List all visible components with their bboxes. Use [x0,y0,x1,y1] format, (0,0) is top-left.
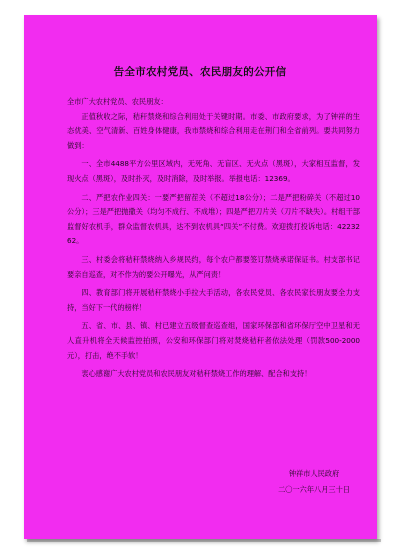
letter-signoff [278,466,350,498]
letter-salutation: 全市广大农村党员、农民朋友： [67,97,168,106]
sheet-shadow [27,539,381,542]
letter-closing: 衷心感谢广大农村党员和农民朋友对秸秆禁烧工作的理解、配合和支持！ [81,369,312,379]
letter-title: 告全市农村党员、农民朋友的公开信 [113,66,287,78]
letter-signature: 钟祥市人民政府 [288,469,340,478]
letter-paragraph-4: 四、教育部门将开展秸秆禁烧小手拉大手活动，各农民党员、各农民家长朋友要全力支持，当好下一代的榜样！ [67,288,360,312]
letter-body [67,95,360,382]
letter-intro-paragraph: 正值秋收之际，秸秆禁烧和综合利用处于关键时期。市委、市政府要求，为了钟祥的生态优美、空气清新、百姓身体健康，我市禁烧和综合利用走在荆门和全省前列。要共同努力做到： [67,111,360,150]
letter-paragraph-2: 二、严把农作业四关：一要严把留茬关（不超过18公分）；二是严把粉碎关（不超过10公分）；三是严把抛撒关（均匀不成行、不成堆）；四是严把刀片关（刀片不缺失）。村组干部监督好农机手，群众监督农机具，达不到农机具“四关”不付费。欢迎拨打投诉电话：4223262。 [67,192,360,246]
letter-paragraph-5: 五、省、市、县、镇、村已建立五级督查巡查组，国家环保部和省环保厅空中卫星和无人直升机将全天候监控拍照，公安和环保部门将对焚烧秸秆者依法处理（罚款500-2000元），打击，绝不手软！ [67,321,360,360]
letter-date: 二〇一六年八月三十日 [278,485,350,494]
letter-paragraph-1: 一、全市4488平方公里区域内，无死角、无盲区、无火点（黑斑），大家相互监督，发现火点（黑斑），及时扑灭，及时消除，及时举报。举报电话：12369。 [67,159,360,183]
letter-paragraph-3: 三、村委会将秸秆禁烧纳入乡规民约，每个农户都要签订禁烧承诺保证书。村支部书记要亲自巡查，对不作为的要公开曝光，从严问责！ [67,254,360,279]
